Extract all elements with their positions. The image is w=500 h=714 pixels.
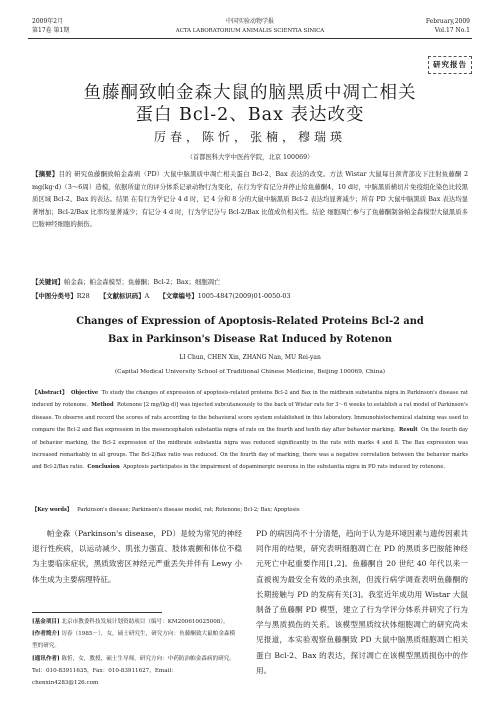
journal-volume: 第17卷 第1期 — [32, 27, 70, 34]
objective-text: To study the changes of expression of apoptosis-related proteins Bcl-2 and Bax in the midbrain substantia nigra in Parkinson's disease rat induced by rotenone. — [32, 390, 468, 409]
conclusion-label: Conclusion — [87, 464, 120, 471]
keywords-cn-label: 【关键词】 — [32, 278, 64, 286]
author-label: [作者简介] — [32, 631, 60, 638]
section-badge: 研究报告 — [428, 56, 472, 74]
method-label: Method — [91, 402, 114, 409]
contact-text: 陈忻，女，教授，硕士生导师，研究方向：中药防治帕金森病的研究。Tel：010-83911635，Fax：010-83911627，Email：chenxin4283@126.com — [32, 655, 235, 687]
journal-date: 2009年2月 — [32, 18, 64, 25]
doc-code-value: A — [144, 292, 150, 300]
keywords-en-text: Parkinson's disease; Parkinson's disease model, rat; Rotenone; Bcl-2; Bax; Apoptosis — [77, 507, 300, 513]
abstract-en — [32, 387, 468, 474]
keywords-cn — [32, 276, 468, 289]
footnote-rule — [32, 612, 162, 613]
body-left-column: 帕金森（Parkinson's disease，PD）是较为常见的神经退行性疾病，以运动减少、肌张力强直、肢体震颤和体位不稳为主要临床症状，黑质致密区神经元严重丢失并伴有 Lewy 小体生成为主要病理特征。 — [32, 529, 242, 584]
abstract-cn-text: 目的 研究鱼藤酮致帕金森病（PD）大鼠中脑黑质中凋亡相关蛋白 Bcl-2、Bax 表达的改变。方法 Wistar 大鼠每日颈背部皮下注射鱼藤酮 2 mg(kg·d)（3～6周）造模，依据所建立的评分体系记录动物行为变化，在行为学有记分并停止给鱼藤酮4、10 d时，中脑黑质横切片免疫组化染色比较黑质区域 Bcl-2、Bax 的表达。结果 在有行为学记分 4 d 时，记 4 分和 8 分的大鼠中脑黑质 Bcl-2 表达均显著减少；所有 PD 大鼠中脑黑质 Bax 表达均显著增加；Bcl-2/Bax 比率均显著减少；有记分 4 d 时，行为学记分与 Bcl-2/Bax 比值成负相关性。结论 细胞凋亡参与了鱼藤酮制备帕金森模型大鼠黑质多巴胺神经细胞的损伤。 — [32, 170, 469, 229]
header-rule — [28, 38, 472, 39]
abstract-en-label: 【Abstract】 — [32, 390, 68, 396]
doc-code-label: 【文献标识码】 — [99, 292, 145, 300]
method-text: Rotenone [2 mg/(kg·d)] was injected subcutaneously to the back of Wistar rats for 3～6 weeks to establish a rat model of Parkinson's disease. To observe and record the scores of rats according to the behavioral score system established in this laboratory. Immunohistochemical staining was used to compare the Bcl-2 and Bax expression in the mesencephalon substantia nigra of rats on the fourth and tenth day after behavior marking. — [32, 402, 468, 434]
result-text: On the fourth day of behavior marking, the Bcl-2 expression of the midbrain substantia nigra was reduced significantly in the rats with marks 4 and 8. The Bax expression was increased remarkably in all groups. The Bcl-2/Bax ratio was reduced. On the fourth day of marking, there was a negative correlation between the behavior marks and Bcl-2/Bax ratio. — [32, 427, 468, 471]
abstract-cn — [32, 168, 468, 231]
footnote-author — [32, 628, 238, 652]
title-en-line1: Changes of Expression of Apoptosis-Related Proteins Bcl-2 and — [76, 316, 424, 327]
journal-name-en: ACTA LABORATORIUM ANIMALIS SCIENTIA SINICA — [175, 28, 325, 34]
footnote-fund — [32, 616, 238, 628]
title-en-line2: Bax in Parkinson's Disease Rat Induced by Rotenon — [108, 334, 392, 345]
objective-label: Objective — [71, 390, 99, 396]
clc-label: 【中图分类号】 — [32, 292, 77, 300]
keywords-en-label: 【Key words】 — [32, 507, 73, 513]
fund-text: 北京市教委科技发展计划资助项目（编号：KM200610025008）。 — [61, 619, 229, 625]
article-no-label: 【文章编号】 — [159, 292, 198, 300]
keywords-cn-text: 帕金森；帕金森模型；鱼藤酮；Bcl-2；Bax；细胞凋亡 — [63, 278, 221, 286]
footnotes — [32, 616, 238, 689]
authors-en: LI Chun, CHEN Xin, ZHANG Nan, MU Rei-yan — [179, 354, 321, 361]
classification-cn — [32, 290, 468, 303]
fund-label: [基金项目] — [32, 619, 60, 625]
contact-label: [通讯作者] — [32, 655, 60, 662]
journal-volume-en: Vol.17 No.1 — [434, 27, 470, 34]
abstract-cn-label: 【摘要】 — [32, 170, 59, 178]
keywords-en — [32, 504, 468, 516]
footnote-contact — [32, 653, 238, 690]
title-cn-line1: 鱼藤酮致帕金森大鼠的脑黑质中凋亡相关 — [83, 83, 417, 103]
affiliation-cn: （首都医科大学中医药学院，北京 100069） — [186, 154, 314, 161]
affiliation-en: (Capital Medical University School of Traditional Chinese Medicine, Beijing 100069, China) — [114, 369, 386, 375]
conclusion-text: Apoptosis participates in the impairment of dopaminergic neurons in the substantia nigra in PD rats induced by rotenone. — [123, 464, 446, 471]
clc-value: R28 — [76, 292, 90, 300]
journal-date-en: February,2009 — [425, 18, 470, 25]
result-label: Result — [398, 427, 418, 434]
authors-cn: 厉春，陈忻，张楠，穆瑞瑛 — [153, 130, 346, 144]
journal-name-cn: 中国实验动物学报 — [225, 18, 274, 25]
article-no-value: 1005-4847(2009)01-0050-03 — [197, 292, 291, 300]
title-cn-line2: 蛋白 Bcl-2、Bax 表达改变 — [135, 105, 365, 125]
author-text: 厉春（1985－），女，硕士研究生，研究方向：鱼藤酮致大鼠帕金森模型的研究。 — [32, 631, 236, 650]
body-right-column: PD 的病因尚不十分清楚，趋向于认为是环境因素与遗传因素共同作用的结果，研究表明细胞凋亡在 PD 的黑质多巴胺能神经元死亡中起重要作用[1,2]。鱼藤酮自 20 世纪 40 年代以来一直被视为最安全有效的杀虫剂，但流行病学调查表明鱼藤酮的长期接触与 PD 的发病有关[3]。我室近年成功用 Wistar 大鼠制备了鱼藤酮 PD 模型，建立了行为学评分体系并研究了行为学与黑质损伤的关系。该模型黑质纹状体细胞凋亡的研究尚未见报道，本实验观察鱼藤酮致 PD 大鼠中脑黑质细胞凋亡相关蛋白 Bcl-2、Bax 的表达，探讨凋亡在该模型黑质损伤中的作用。 — [256, 529, 468, 675]
